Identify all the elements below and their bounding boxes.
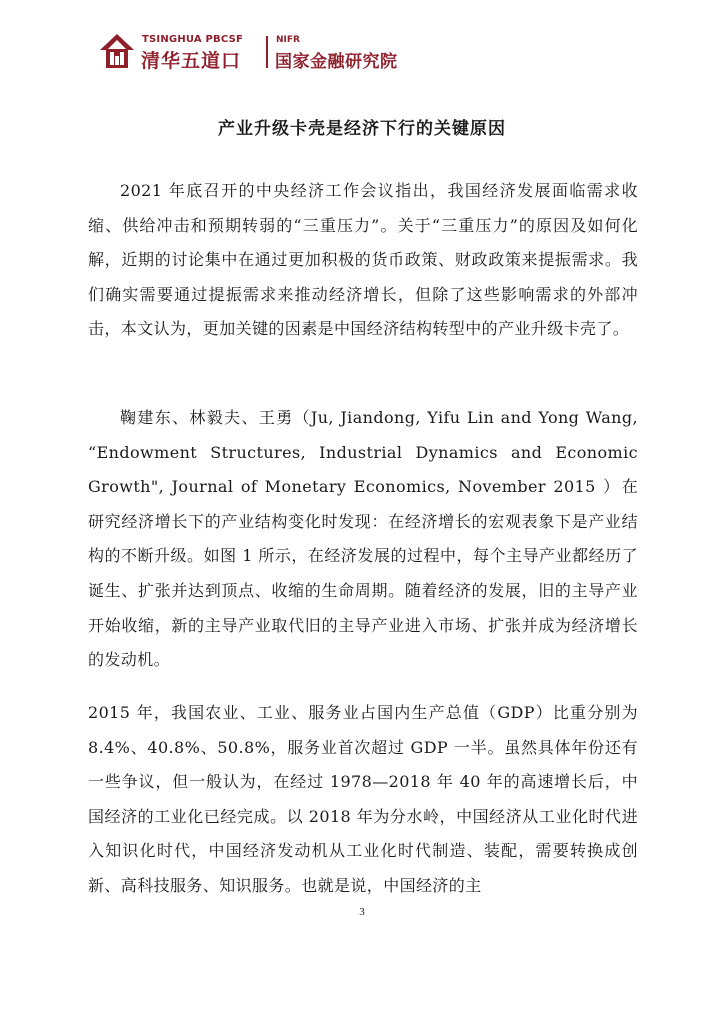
institute-name-en: NIFR (276, 35, 300, 45)
paragraph-1: 2021 年底召开的中央经济工作会议指出，我国经济发展面临需求收缩、供给冲击和预期转弱的“三重压力”。关于“三重压力”的原因及如何化解，近期的讨论集中在通过更加积极的货币政策、财政政策来提振需求。我们确实需要通过提振需求来推动经济增长，但除了这些影响需求的外部冲击，本文认为，更加关键的因素是中国经济结构转型中的产业升级卡壳了。 (88, 181, 638, 339)
institute-name-cn: 国家金融研究院 (275, 52, 398, 72)
document-title: 产业升级卡壳是经济下行的关键原因 (218, 119, 506, 139)
page-number: 3 (359, 906, 365, 918)
tsinghua-pbcsf-logo-icon (98, 32, 136, 70)
header-divider (266, 36, 268, 68)
brand-name-en: TSINGHUA PBCSF (142, 34, 244, 45)
brand-name-cn: 清华五道口 (141, 50, 242, 72)
document-header (98, 32, 418, 72)
paragraph-2: 鞠建东、林毅夫、王勇（Ju, Jiandong, Yifu Lin and Yong Wang, “Endowment Structures, Industrial Dynamics and Economic Growth", Journal of Monetary Economics, November 2015 ）在研究经济增长下的产业结构变化时发现：在经济增长的宏观表象下是产业结构的不断升级。如图 1 所示，在经济发展的过程中，每个主导产业都经历了诞生、扩张并达到顶点、收缩的生命周期。随着经济的发展，旧的主导产业开始收缩，新的主导产业取代旧的主导产业进入市场、扩张并成为经济增长的发动机。 (88, 408, 638, 670)
paragraph-3: 2015 年，我国农业、工业、服务业占国内生产总值（GDP）比重分别为 8.4%、40.8%、50.8%，服务业首次超过 GDP 一半。虽然具体年份还有一些争议，但一般认为，在经过 1978—2018 年 40 年的高速增长后，中国经济的工业化已经完成。以 2018 年为分水岭，中国经济从工业化时代进入知识化时代，中国经济发动机从工业化时代制造、装配，需要转换成创新、高科技服务、知识服务。也就是说，中国经济的主 (88, 703, 638, 895)
